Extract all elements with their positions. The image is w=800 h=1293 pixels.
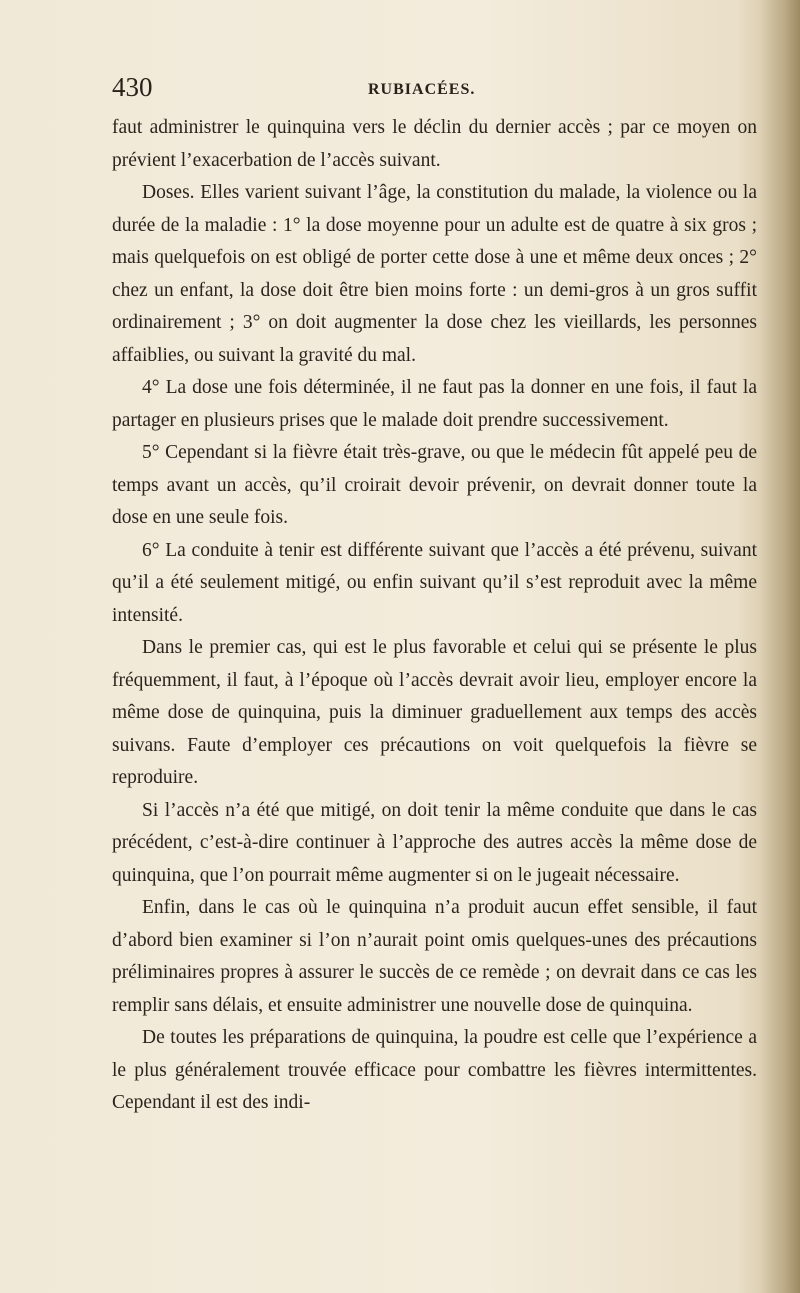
paragraph-doses: Doses. Elles varient suivant l’âge, la constitution du malade, la violence ou la durée de la maladie : 1° la dose moyenne pour un adulte est de quatre à six gros ; mais quelquefois on est obligé de porter cette dose à une et même deux onces ; 2° chez un enfant, la dose doit être bien moins forte : un demi-gros à un gros suffit ordinairement ; 3° on doit augmenter la dose chez les vieillards, les personnes affaiblies, ou suivant la gravité du mal. xyxy=(112,182,757,366)
paragraph: 5° Cependant si la fièvre était très-grave, ou que le médecin fût appelé peu de temps avant un accès, qu’il croirait devoir prévenir, on devrait donner toute la dose en une seule fois. xyxy=(112,442,757,528)
paragraph: De toutes les préparations de quinquina, la poudre est celle que l’expérience a le plus généralement trouvée efficace pour combattre les fièvres intermittentes. Cependant il est des indi- xyxy=(112,1027,757,1113)
page-edge-shadow xyxy=(760,0,800,1293)
paragraph: 6° La conduite à tenir est différente suivant que l’accès a été prévenu, suivant qu’il a été seulement mitigé, ou enfin suivant qu’il s’est reproduit avec la même intensité. xyxy=(112,539,757,626)
body-text xyxy=(112,112,757,1120)
paragraph: Enfin, dans le cas où le quinquina n’a produit aucun effet sensible, il faut d’abord bien examiner si l’on n’aurait point omis quelques-unes des précautions préliminaires propres à assurer le succès de ce remède ; on devrait dans ce cas les remplir sans délais, et ensuite administrer une nouvelle dose de quinquina. xyxy=(112,897,757,1016)
running-head: RUBIACÉES. xyxy=(368,81,476,98)
paragraph: 4° La dose une fois déterminée, il ne faut pas la donner en une fois, il faut la partager en plusieurs prises que le malade doit prendre successivement. xyxy=(112,377,757,431)
page-header xyxy=(112,72,752,112)
paragraph: faut administrer le quinquina vers le déclin du dernier accès ; par ce moyen on prévient l’exacerbation de l’accès suivant. xyxy=(112,117,757,171)
paragraph: Dans le premier cas, qui est le plus favorable et celui qui se présente le plus fréquemment, il faut, à l’époque où l’accès devrait avoir lieu, employer encore la même dose de quinquina, puis la diminuer graduellement aux temps des accès suivans. Faute d’employer ces précautions on voit quelquefois la fièvre se reproduire. xyxy=(112,637,757,788)
page-number: 430 xyxy=(112,72,153,102)
paragraph: Si l’accès n’a été que mitigé, on doit tenir la même conduite que dans le cas précédent, c’est-à-dire continuer à l’approche des autres accès la même dose de quinquina, que l’on pourrait même augmenter si on le jugeait nécessaire. xyxy=(112,799,757,886)
